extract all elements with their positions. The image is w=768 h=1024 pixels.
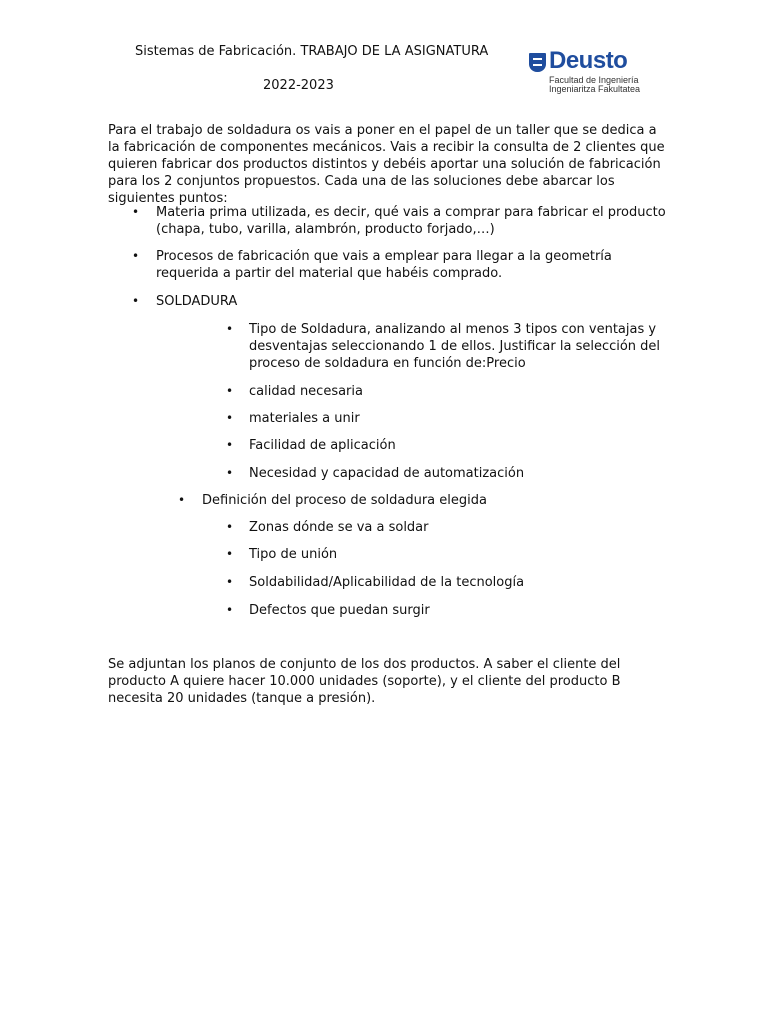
point-soldadura: SOLDADURA [156,294,238,309]
logo-wordmark: Deusto [549,47,628,74]
bullet-marker: • [226,322,234,336]
deusto-logo [529,47,659,96]
bullet-marker: • [226,438,234,452]
logo-subtitle-eu: Ingeniaritza Fakultatea [549,84,641,94]
header-year: 2022-2023 [263,78,334,93]
closing-paragraph: Se adjuntan los planos de conjunto de los dos productos. A saber el cliente del producto A quiere hacer 10.000 unidades (soporte), y el cliente del producto B necesita 20 unidades (tanque a presión). [108,657,621,706]
bullet-marker: • [226,466,234,480]
bullet-marker: • [226,575,234,589]
deusto-shield-icon [529,53,546,72]
bullet-marker: • [132,249,140,263]
bullet-marker: • [178,493,186,507]
sub-point-soldabilidad: Soldabilidad/Aplicabilidad de la tecnología [249,575,525,590]
header-title: Sistemas de Fabricación. TRABAJO DE LA ASIGNATURA [135,44,489,59]
bullet-marker: • [226,603,234,617]
bullet-marker: • [226,520,234,534]
sub-point-materiales: materiales a unir [249,411,360,426]
bullet-marker: • [226,411,234,425]
bullet-marker: • [226,384,234,398]
bullet-marker: • [132,294,140,308]
sub-point-calidad: calidad necesaria [249,384,363,399]
bullet-marker: • [132,205,140,219]
point-definicion: Definición del proceso de soldadura elegida [202,493,487,508]
sub-point-facilidad: Facilidad de aplicación [249,438,396,453]
sub-point-automatizacion: Necesidad y capacidad de automatización [249,466,525,481]
point-procesos: Procesos de fabricación que vais a emplear para llegar a la geometría requerida a partir del material que habéis comprado. [156,249,612,281]
intro-paragraph: Para el trabajo de soldadura os vais a poner en el papel de un taller que se dedica a la fabricación de componentes mecánicos. Vais a recibir la consulta de 2 clientes que quieren fabricar dos productos distintos y debéis aportar una solución de fabricación para los 2 conjuntos propuestos. Cada una de las soluciones debe abarcar los siguientes puntos: [108,123,665,206]
sub-point-zonas: Zonas dónde se va a soldar [249,520,429,535]
sub-point-tipo-union: Tipo de unión [249,547,338,562]
sub-point-tipo-soldadura: Tipo de Soldadura, analizando al menos 3 tipos con ventajas y desventajas seleccionando 1 de ellos. Justificar la selección del proceso de soldadura en función de:Precio [249,322,661,371]
logo-subtitle-es: Facultad de Ingeniería [549,75,639,85]
sub-point-defectos: Defectos que puedan surgir [249,603,430,618]
point-materia-prima: Materia prima utilizada, es decir, qué vais a comprar para fabricar el producto (chapa, tubo, varilla, alambrón, producto forjado,…) [156,205,666,237]
bullet-marker: • [226,547,234,561]
